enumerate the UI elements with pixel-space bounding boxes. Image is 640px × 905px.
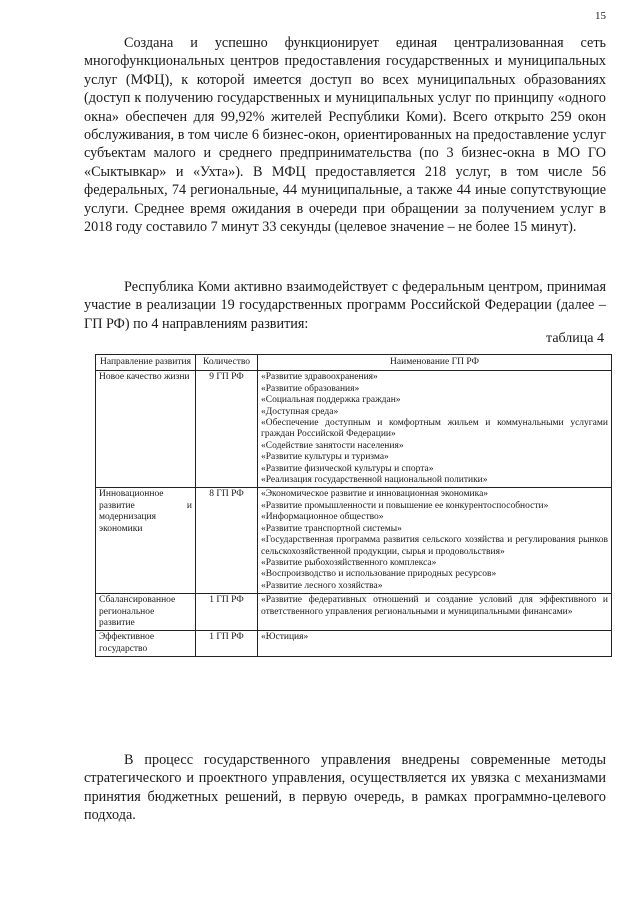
table-row (96, 631, 612, 657)
table-row (96, 594, 612, 631)
table-body (96, 371, 612, 657)
program-name: «Развитие федеративных отношений и создание условий для эффективного и ответственного управления региональными и муниципальными финансами» (261, 595, 608, 617)
page-number: 15 (595, 10, 606, 22)
paragraph-management-methods: В процесс государственного управления внедрены современные методы стратегического и проектного управления, осуществляется их увязка с механизмами принятия бюджетных решений, в первую очередь, в рамках программно-целевого подхода. (84, 752, 606, 824)
programs-cell (258, 631, 612, 657)
header-count: Количество (196, 355, 258, 371)
program-name: «Развитие культуры и туризма» (261, 452, 389, 463)
programs-cell (258, 594, 612, 631)
program-name: «Развитие образования» (261, 383, 360, 394)
program-name: «Реализация государственной национальной политики» (261, 475, 488, 486)
programs-cell (258, 371, 612, 488)
program-name: «Социальная поддержка граждан» (261, 395, 401, 406)
program-name: «Юстиция» (261, 632, 309, 643)
program-name: «Воспроизводство и использование природных ресурсов» (261, 569, 497, 580)
programs-cell (258, 488, 612, 594)
direction-cell: Новое качество жизни (96, 371, 196, 488)
program-name: «Доступная среда» (261, 406, 339, 417)
count-cell: 8 ГП РФ (196, 488, 258, 594)
direction-cell: Инновационное развитие и модернизация экономики (96, 488, 196, 594)
program-name: «Развитие промышленности и повышение ее конкурентоспособности» (261, 500, 549, 511)
program-name: «Развитие физической культуры и спорта» (261, 463, 434, 474)
program-name: «Содействие занятости населения» (261, 440, 404, 451)
program-name: «Государственная программа развития сельского хозяйства и регулирования рынков сельскохозяйственной продукции, сырья и продовольствия» (261, 535, 608, 557)
table-caption: таблица 4 (546, 331, 604, 346)
paragraph-federal-programs: Республика Коми активно взаимодействует с федеральным центром, принимая участие в реализации 19 государственных программ Российской Федерации (далее – ГП РФ) по 4 направлениям развития: (84, 279, 606, 332)
program-name: «Развитие рыбохозяйственного комплекса» (261, 557, 437, 568)
table-row (96, 488, 612, 594)
count-cell: 9 ГП РФ (196, 371, 258, 488)
table-row (96, 371, 612, 488)
paragraph-mfc-network: Создана и успешно функционирует единая централизованная сеть многофункциональных центров предоставления государственных и муниципальных услуг (МФЦ), к которой имеется доступ во всех муниципальных образованиях (доступ к получению государственных и муниципальных услуг по принципу «одного окна» обеспечен для 99,92% жителей Республики Коми). Всего открыто 259 окон обслуживания, в том числе 6 бизнес-окон, ориентированных на предоставление услуг субъектам малого и среднего предпринимательства (по 3 бизнес-окна в МО ГО «Сыктывкар» и «Ухта»). В МФЦ предоставляется 218 услуг, в том числе 56 федеральных, 74 региональные, 44 муниципальные, а также 44 иные сопутствующие услуги. Среднее время ожидания в очереди при обращении за получением услуг в 2018 году составило 7 минут 33 секунды (целевое значение – не более 15 минут). (84, 35, 606, 236)
program-name: «Развитие транспортной системы» (261, 523, 402, 534)
programs-table (95, 354, 612, 657)
header-program-name: Наименование ГП РФ (258, 355, 612, 371)
program-name: «Информационное общество» (261, 512, 384, 523)
count-cell: 1 ГП РФ (196, 594, 258, 631)
count-cell: 1 ГП РФ (196, 631, 258, 657)
table-header-row (96, 355, 612, 371)
program-name: «Обеспечение доступным и комфортным жильем и коммунальными услугами граждан Российской Федерации» (261, 418, 608, 440)
header-direction: Направление развития (96, 355, 196, 371)
program-name: «Развитие лесного хозяйства» (261, 580, 383, 591)
program-name: «Развитие здравоохранения» (261, 372, 378, 383)
program-name: «Экономическое развитие и инновационная экономика» (261, 489, 489, 500)
direction-cell: Сбалансированное региональное развитие (96, 594, 196, 631)
direction-cell: Эффективное государство (96, 631, 196, 657)
